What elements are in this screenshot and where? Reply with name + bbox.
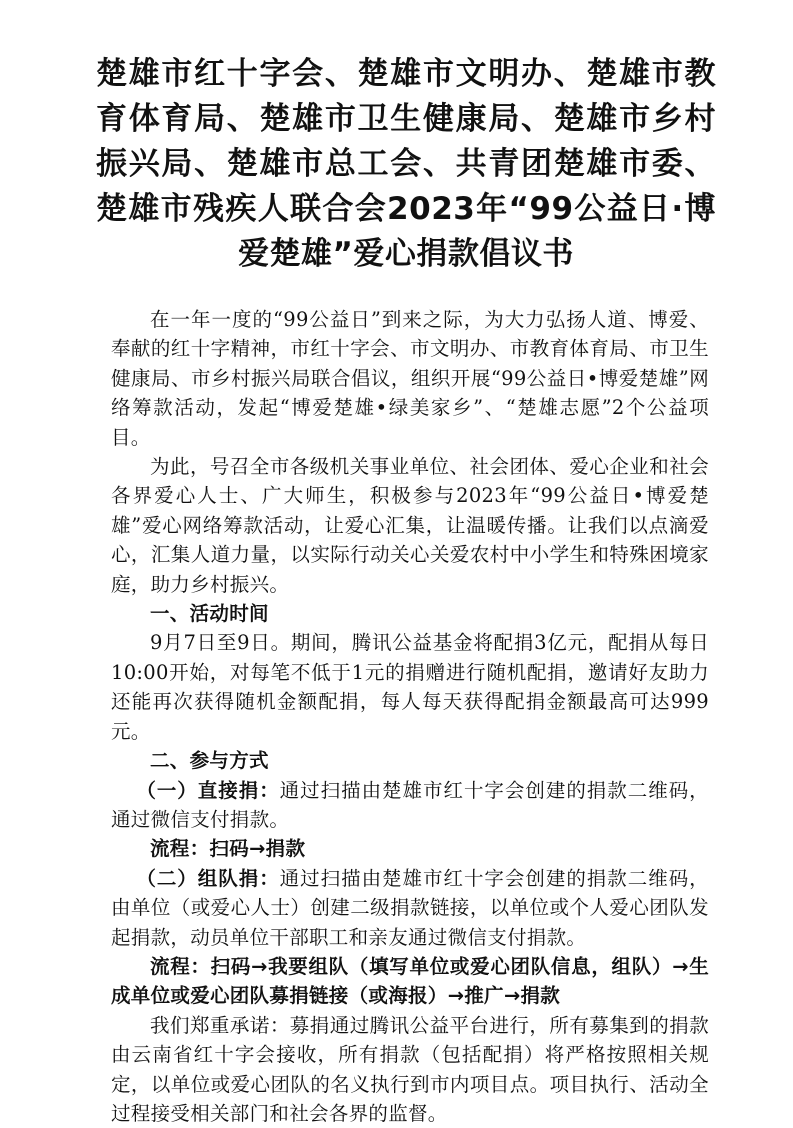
document-body <box>111 305 709 1128</box>
call-paragraph: 为此，号召全市各级机关事业单位、社会团体、爱心企业和社会各界爱心人士、广大师生，积极参与2023年“99公益日•博爱楚雄”爱心网络筹款活动，让爱心汇集，让温暖传播。让我们以点滴爱心，汇集人道力量，以实际行动关心关爱农村中小学生和特殊困境家庭，助力乡村振兴。 <box>111 455 709 596</box>
team-donation-label: （二）组队捐： <box>136 866 280 890</box>
team-donation-flow: 流程：扫码→我要组队（填写单位或爱心团队信息，组队）→生成单位或爱心团队募捐链接（或海报）→推广→捐款 <box>111 954 709 1008</box>
team-donation-paragraph <box>111 864 709 952</box>
intro-paragraph: 在一年一度的“99公益日”到来之际，为大力弘扬人道、博爱、奉献的红十字精神，市红十字会、市文明办、市教育体育局、市卫生健康局、市乡村振兴局联合倡议，组织开展“99公益日•博爱楚雄”网络筹款活动，发起“博爱楚雄•绿美家乡”、“楚雄志愿”2个公益项目。 <box>111 308 709 449</box>
time-paragraph: 9月7日至9日。期间，腾讯公益基金将配捐3亿元，配捐从每日10:00开始，对每笔不低于1元的捐赠进行随机配捐，邀请好友助力还能再次获得随机金额配捐，每人每天获得配捐金额最高可达999元。 <box>111 631 709 743</box>
team-donation-text: 通过扫描由楚雄市红十字会创建的捐款二维码，由单位（或爱心人士）创建二级捐款链接，以单位或个人爱心团队发起捐款，动员单位干部职工和亲友通过微信支付捐款。 <box>111 866 709 949</box>
commitment-paragraph: 我们郑重承诺：募捐通过腾讯公益平台进行，所有募集到的捐款由云南省红十字会接收，所有捐款（包括配捐）将严格按照相关规定，以单位或爱心团队的名义执行到市内项目点。项目执行、活动全过程接受相关部门和社会各界的监督。 <box>111 1013 709 1125</box>
direct-donation-label: （一）直接捐： <box>136 778 280 802</box>
direct-donation-flow: 流程：扫码→捐款 <box>150 837 306 861</box>
section-heading-method: 二、参与方式 <box>150 749 269 773</box>
document-title: 楚雄市红十字会、楚雄市文明办、楚雄市教育体育局、楚雄市卫生健康局、楚雄市乡村振兴局、楚雄市总工会、共青团楚雄市委、楚雄市残疾人联合会2023年“99公益日·博爱楚雄”爱心捐款倡议书 <box>96 56 716 272</box>
direct-donation-text: 通过扫描由楚雄市红十字会创建的捐款二维码，通过微信支付捐款。 <box>111 778 709 831</box>
direct-donation-paragraph <box>111 776 709 835</box>
section-heading-time: 一、活动时间 <box>150 602 269 626</box>
